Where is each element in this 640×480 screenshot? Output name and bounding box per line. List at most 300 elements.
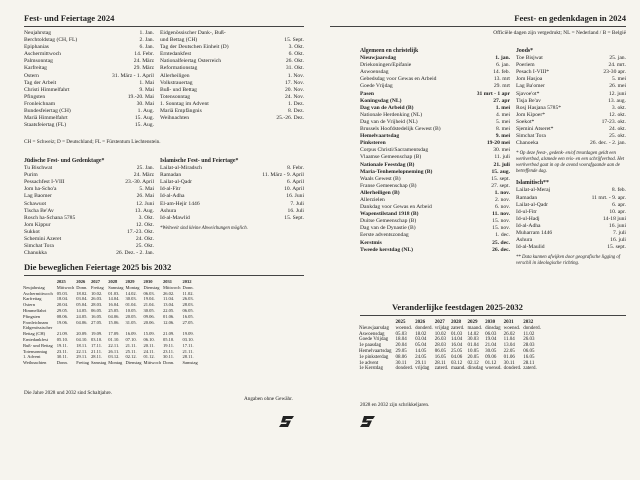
jewish-row-name: Pessachfest I-VIII	[24, 179, 65, 186]
christian-row-date: 11. nov.	[492, 211, 510, 218]
cell: 19.11.	[163, 342, 175, 348]
cell: dinsdag	[485, 325, 501, 331]
row-label: Fronleichnam	[23, 319, 48, 325]
cell: 28.03	[434, 343, 447, 349]
holiday-row-date: 14. Febr.	[134, 51, 154, 58]
holiday-row-name: und Bettag (CH)	[160, 37, 198, 44]
christian-row	[360, 204, 510, 211]
cell: 26.03.	[91, 296, 103, 302]
jewish-row-nl-date: 17-23. okt.	[601, 118, 626, 125]
holiday-row-date: 6. Jan.	[139, 44, 154, 51]
holiday-row-date: 31. März - 1. April	[112, 72, 154, 79]
holiday-row	[160, 30, 304, 37]
holiday-row-name: Volkstrauertag	[160, 79, 193, 86]
christian-row-name: Aswoensdag	[360, 69, 389, 76]
islamic-row-nl	[516, 216, 626, 223]
christian-row	[360, 169, 510, 176]
christian-row	[360, 154, 510, 161]
cell: 21.11.	[125, 342, 137, 348]
holiday-row-name: Mariä Empfängnis	[160, 108, 202, 115]
islamic-row-nl-date: 8. feb.	[611, 187, 626, 194]
year-header: 2025	[395, 320, 406, 325]
jewish-row-date: 12. Juni	[136, 200, 154, 207]
christian-row	[360, 247, 510, 254]
holiday-row-name: Epiphanias	[24, 44, 49, 51]
christian-row-name: Maria-Tenhemelopneming (B)	[360, 168, 433, 175]
cell: 25.11.	[125, 348, 137, 354]
cell: 19.09.	[91, 331, 103, 337]
cell: 22.11.	[76, 348, 88, 354]
cell: 27.05.	[182, 319, 194, 325]
row-label: Weihnachten	[23, 360, 47, 366]
year-header: 2032	[182, 279, 192, 284]
jewish-row-nl-date: 26. mei	[609, 83, 626, 90]
christian-row	[360, 62, 510, 69]
cell: 04.06.	[108, 313, 120, 319]
cell: 08.06.	[56, 313, 68, 319]
cell: Mittwoch	[143, 360, 161, 366]
jewish-row-nl-date: 3. okt.	[611, 104, 626, 111]
cell: 10.05	[467, 348, 479, 354]
christian-row-name: Driekoningen/Epifanie	[360, 62, 412, 69]
islamic-row-nl-name: Id-al-Adha	[516, 222, 541, 229]
row-label: 1. Advent	[23, 354, 41, 360]
jewish-row-nl-name: Rosj Hasjana 5785*	[516, 104, 562, 111]
holiday-row-date: 1. Jan.	[139, 30, 154, 36]
holiday-row-name: Tag der Deutschen Einheit (D)	[160, 44, 229, 51]
cell: 01.06.	[163, 313, 175, 319]
cell: Donn.	[56, 360, 68, 366]
cell: Dienstag	[143, 284, 160, 290]
christian-row	[360, 190, 510, 197]
cell: 11.04	[503, 337, 515, 343]
cell: 30.03	[467, 337, 479, 343]
cell: Mittwoch	[163, 284, 181, 290]
christian-row	[360, 69, 510, 76]
row-label: Totensonntag	[23, 348, 48, 354]
cell: 29.05	[395, 348, 407, 354]
christian-row	[360, 162, 510, 169]
jewish-heading: Jüdische Fest- und Gedenktage*	[24, 158, 105, 164]
cell: 21.09.	[163, 331, 175, 337]
jewish-row-date: 24. März	[133, 172, 154, 179]
islamic-row-nl-date: 6. apr.	[612, 201, 626, 208]
title-rule	[24, 26, 304, 27]
islamic-section	[160, 158, 304, 232]
cell: 21.04	[485, 343, 497, 349]
row-label: Aschermittwoch	[23, 290, 53, 296]
holiday-row-name: Tag der Arbeit	[24, 79, 57, 86]
christian-row-date: 29. mrt	[493, 83, 510, 90]
islamic-row-date: 8. Febr.	[287, 165, 304, 172]
islamic-row-nl-name: Ramadan	[516, 194, 538, 201]
islamic-row-name: Id-al-Fitr	[160, 186, 181, 193]
row-label: Erntedankfest	[23, 336, 48, 342]
cell: vrijdag	[415, 366, 430, 372]
jewish-row-nl	[516, 55, 626, 62]
row-label: Bettag (CH)	[23, 331, 46, 337]
holiday-row	[24, 51, 154, 58]
cell: 14.04.	[108, 296, 120, 302]
jewish-row-nl-date: 13. aug.	[608, 97, 626, 104]
row-label: 1e pinksterdag	[359, 354, 389, 360]
holiday-row-date: 6. Okt.	[288, 51, 304, 58]
christian-row	[360, 55, 510, 62]
jewish-row-date: 23.-30. April	[125, 179, 154, 186]
jewish-row	[24, 222, 154, 229]
movable-table	[22, 279, 199, 366]
jewish-row-date: 5. Mai	[139, 186, 154, 193]
cell: 05.04.	[76, 302, 88, 308]
cell: vrijdag	[434, 325, 449, 331]
islamic-row-date: 15. Sept.	[284, 214, 304, 221]
cell: 12.06.	[163, 319, 175, 325]
christian-row	[360, 183, 510, 190]
cell: Donn.	[163, 360, 175, 366]
islamic-row-nl	[516, 209, 626, 216]
cell: 29.11.	[76, 354, 88, 360]
cell: 24.11.	[143, 348, 155, 354]
cell: 20.11.	[143, 342, 155, 348]
christian-row-name: Nationale Feestdag (B)	[360, 161, 415, 168]
christian-row	[360, 232, 510, 239]
cell: 10.02	[434, 331, 447, 337]
cell: dinsdag	[467, 366, 484, 372]
christian-row-name: Gebedsdag voor Gewas en Arbeid	[360, 76, 437, 83]
variable-row	[358, 366, 542, 372]
jewish-row-nl-name: Lag Ba'omer	[516, 83, 545, 90]
christian-row-name: Koningsdag (NL)	[360, 97, 402, 104]
christian-row-date: 15. nov.	[492, 225, 510, 232]
holiday-row	[160, 101, 304, 108]
holiday-row	[160, 44, 304, 51]
holiday-row-date: 1. Dez.	[288, 100, 304, 107]
jewish-row-name: Tu Bischwat	[24, 165, 53, 172]
holiday-row-date	[301, 30, 304, 37]
variable-title: Veranderlijke feestdagen 2025-2032	[392, 302, 523, 312]
islamic-row-name: Id-al-Mawlid	[160, 214, 190, 221]
christian-row-date: 6. jan.	[496, 62, 510, 69]
cell: 25.05.	[108, 307, 120, 313]
year-header: 2027	[91, 279, 100, 284]
christian-row-date: 1. nov.	[494, 189, 510, 196]
jewish-row-nl	[516, 119, 626, 126]
cell: 20.06.	[143, 319, 155, 325]
jewish-section-nl	[516, 48, 626, 267]
cell: zaterd.	[523, 366, 537, 372]
cell: 28.03.	[182, 302, 194, 308]
holiday-row-date: 1. Mai	[139, 79, 154, 86]
christian-row-date: 26. dec.	[492, 246, 510, 253]
row-label: 1e advent	[359, 360, 379, 366]
cell: 28.11	[434, 360, 446, 366]
christian-row-date: 25. dec.	[492, 239, 510, 246]
islamic-row-nl-name: Id-ul-Hadj	[516, 215, 540, 222]
christian-row-name: Corpus Christi/Sacramentsdag	[360, 147, 429, 154]
cell: 04.06	[450, 354, 463, 360]
cell: 16.04.	[108, 302, 120, 308]
cell: 22.11.	[108, 342, 120, 348]
publisher-logo	[279, 416, 295, 427]
holiday-row-date: 17. Nov.	[284, 79, 304, 86]
holiday-row	[24, 122, 154, 129]
cell: 20.05.	[125, 313, 137, 319]
cell: Dienstag	[125, 360, 142, 366]
cell: donderd.	[415, 325, 433, 331]
jewish-row-nl	[516, 91, 626, 98]
cell: 26.03	[523, 337, 535, 343]
cell: 29.11	[415, 360, 427, 366]
cell: Freitag	[76, 360, 89, 366]
cell: 23.11.	[163, 348, 175, 354]
cell: 19.11.	[56, 342, 68, 348]
holiday-row	[160, 94, 304, 101]
jewish-row-nl	[516, 69, 626, 76]
cell: 26.03	[434, 337, 447, 343]
holiday-row	[24, 44, 154, 51]
christian-row	[360, 133, 510, 140]
jewish-row	[24, 172, 154, 179]
christian-row-date: 6. nov.	[494, 204, 510, 211]
cell: 06.05	[523, 348, 535, 354]
row-label: 1e paasdag	[359, 343, 382, 349]
cell: 07.10.	[125, 336, 137, 342]
islamic-row-nl-name: Id-al-Maulid	[516, 244, 545, 251]
islamic-row-nl	[516, 195, 626, 202]
christian-row-date: 11. juli	[494, 154, 510, 161]
leap-note: Die Jahre 2028 und 2032 sind Schaltjahre.	[24, 390, 113, 396]
holiday-row	[160, 65, 304, 72]
year-header: 2032	[523, 320, 534, 325]
cell: 16.05.	[182, 313, 194, 319]
cell: 21.11.	[91, 348, 103, 354]
leap-note-nl: 2028 en 2032 zijn schrikkeljaren.	[360, 402, 430, 408]
cell: 01.04.	[125, 302, 137, 308]
holiday-row-name: 1. Sonntag im Advent	[160, 100, 209, 107]
islamic-row-nl-name: Id-ul-Fitr	[516, 208, 537, 215]
cell: Montag	[108, 360, 123, 366]
german-holidays-col1	[24, 30, 154, 129]
holiday-row	[24, 73, 154, 80]
islamic-row-nl	[516, 237, 626, 244]
holiday-row-name: Berchtoldstag (CH, FL)	[24, 37, 78, 44]
cell: 10.05.	[125, 307, 137, 313]
holiday-row	[24, 58, 154, 65]
holiday-row-name: Staatsfeiertag (FL)	[24, 122, 67, 129]
cell: 26.02.	[163, 290, 175, 296]
cell: 01.10.	[108, 336, 120, 342]
holiday-row	[24, 115, 154, 122]
jewish-row-name: Lag Baomer	[24, 193, 52, 200]
subtitle-nl: Officiële dagen zijn vetgedrukt; NL = Nederland / B = België	[493, 30, 626, 36]
jewish-row-name: Jom ha-Scho'a	[24, 186, 57, 193]
jewish-row-nl-name: Sjemini Atseret*	[516, 126, 554, 133]
islamic-list	[160, 165, 304, 222]
cell: 11.04.	[163, 296, 175, 302]
christian-row-name: Allerzielen	[360, 196, 385, 203]
cell: 16.04	[450, 343, 463, 349]
jewish-row	[24, 208, 154, 215]
islamic-row-name: Ramadan	[160, 172, 182, 179]
jewish-row-nl-name: Pesach I-VIII*	[516, 69, 550, 76]
holiday-row-date: 8. Dez.	[288, 108, 304, 115]
christian-row-name: Dag van de Vrijheid (NL)	[360, 118, 418, 125]
cell: 18.04.	[56, 296, 68, 302]
jewish-row-date: 17.-23. Okt.	[126, 228, 154, 235]
christian-heading: Algemeen en christelijk	[360, 48, 419, 54]
jewish-row-nl	[516, 140, 626, 147]
islamic-row-nl-date: 15. sept.	[607, 244, 626, 251]
jewish-row-name: Rosch ha-Schana 5785	[24, 214, 76, 221]
christian-row	[360, 218, 510, 225]
christian-row-name: Nationale Herdenking (NL)	[360, 111, 423, 118]
islamic-row-nl-name: Lailat-al-Meraj	[516, 187, 551, 194]
holiday-row-date: 3. Okt.	[288, 44, 304, 51]
christian-row-name: Duitse Gemeenschap (B)	[360, 218, 417, 225]
christian-row	[360, 140, 510, 147]
jewish-row-nl-date: 25. jan.	[609, 55, 626, 62]
german-holidays-col2	[160, 30, 304, 122]
year-header: 2028	[450, 320, 461, 325]
holiday-row-name: Erntedankfest	[160, 51, 192, 58]
cell: 01.03.	[108, 290, 120, 296]
cell: 01.04	[467, 343, 479, 349]
holiday-row-name: Buß- und Bettag	[160, 86, 197, 93]
christian-row-name: Pinksteren	[360, 140, 386, 147]
christian-row-date: 19-20 mei	[486, 140, 510, 147]
jewish-list-nl	[516, 55, 626, 147]
holiday-row-name: Neujahrstag	[24, 30, 52, 36]
holiday-row-date: 15. Aug.	[134, 115, 154, 122]
holiday-row	[24, 101, 154, 108]
islamic-row	[160, 201, 304, 208]
christian-row-date: 2. nov.	[494, 196, 510, 203]
cell: 13.04	[503, 343, 515, 349]
christian-row-name: Waals Gewest (B)	[360, 175, 401, 182]
christian-row	[360, 176, 510, 183]
cell: 21.11.	[182, 348, 194, 354]
disclaimer: Angaben ohne Gewähr.	[244, 396, 293, 402]
holiday-row	[160, 37, 304, 44]
right-page	[320, 0, 640, 480]
cell: 17.09.	[108, 331, 120, 337]
holiday-row	[160, 80, 304, 87]
islamic-list-nl	[516, 187, 626, 251]
islamic-row-nl-name: Lailat-al-Qadr	[516, 201, 548, 208]
jewish-row-nl-date: 23-30 apr.	[603, 69, 626, 76]
jewish-row-name: Sukkot	[24, 228, 40, 235]
cell: 02.12	[467, 360, 479, 366]
jewish-row-date: 24. Okt.	[135, 236, 154, 243]
holiday-row-name: Palmsonntag	[24, 58, 53, 65]
christian-row-date: 21. juli	[493, 161, 510, 168]
islamic-row-nl	[516, 187, 626, 194]
cell: donderd.	[523, 325, 541, 331]
christian-row	[360, 240, 510, 247]
cell: 30.03.	[125, 296, 137, 302]
cell: 28.11.	[91, 354, 103, 360]
holiday-row-name: Weihnachten	[160, 115, 190, 122]
cell: 14.05.	[76, 307, 88, 313]
cell: 31.05.	[125, 319, 137, 325]
holiday-row-date: 24. März	[133, 58, 154, 65]
holiday-row-date: 24. Nov.	[284, 93, 304, 100]
jewish-row-nl-date: 5. mei	[612, 76, 626, 83]
jewish-heading-nl: Joods*	[516, 48, 534, 54]
christian-row-name: Tweede kerstdag (NL)	[360, 246, 414, 253]
christian-row-name: Franse Gemeenschap (B)	[360, 182, 417, 189]
holiday-row-date: 31. Okt.	[285, 65, 304, 72]
holiday-row	[24, 37, 154, 44]
cell: 13.04.	[163, 302, 175, 308]
cell: 26.02	[503, 331, 515, 337]
jewish-row-nl-date: 25. okt.	[609, 133, 626, 140]
cell: 14.04	[450, 337, 463, 343]
holiday-row-date: 20. Nov.	[284, 86, 304, 93]
jewish-row-nl	[516, 126, 626, 133]
christian-row-date: 15. aug.	[491, 168, 510, 175]
christian-row-name: Dag van de Arbeid (B)	[360, 104, 414, 111]
cell: 20.05	[467, 354, 479, 360]
page-title: Fest- und Feiertage 2024	[24, 13, 115, 23]
islamic-row-name: El-am-Hejir 1446	[160, 200, 200, 207]
jewish-row-date: 25. Okt.	[135, 243, 154, 250]
cell: 11.02	[523, 331, 535, 337]
islamic-row	[160, 215, 304, 222]
cell: 03.04.	[76, 296, 88, 302]
cell: 26.03.	[182, 296, 194, 302]
cell: 28.11	[523, 360, 535, 366]
title-rule-nl	[330, 26, 626, 27]
christian-row	[360, 197, 510, 204]
holiday-row	[24, 65, 154, 72]
holiday-row	[24, 94, 154, 101]
islamic-row	[160, 186, 304, 193]
publisher-logo-nl	[360, 416, 376, 427]
cell: 01.12	[485, 360, 497, 366]
cell: 27.05.	[91, 319, 103, 325]
cell: 21.09.	[56, 331, 68, 337]
islamic-row-nl-date: 10. apr.	[609, 208, 626, 215]
movable-row	[22, 360, 199, 366]
cell: 01.03	[450, 331, 463, 337]
cell: 05.10.	[56, 336, 68, 342]
holiday-row-date: 30. Mai	[136, 100, 154, 107]
jewish-row	[24, 186, 154, 193]
cell: 18.11.	[76, 342, 88, 348]
jewish-row-date: 26. Dez. - 2. Jan.	[116, 250, 154, 257]
jewish-row	[24, 236, 154, 243]
holiday-row-name: Pfingsten	[24, 93, 46, 100]
christian-row	[360, 211, 510, 218]
cell: 20.04.	[56, 302, 68, 308]
year-header: 2030	[143, 279, 153, 284]
christian-row	[360, 112, 510, 119]
cell: 14.02.	[125, 290, 137, 296]
christian-row	[360, 225, 510, 232]
cell: zaterd.	[450, 325, 465, 331]
jewish-row-date: 13. Aug.	[134, 207, 154, 214]
christian-row-name: Eerste adventszondag	[360, 232, 409, 239]
cell: 16.09.	[125, 331, 137, 337]
christian-row-name: Allerheiligen (B)	[360, 189, 400, 196]
holiday-row-name: Christi Himmelfahrt	[24, 86, 70, 93]
islamic-row-date: 7. Juli	[290, 200, 304, 207]
jewish-row	[24, 250, 154, 257]
jewish-row-nl-name: Simchat Tora	[516, 133, 546, 140]
christian-row	[360, 83, 510, 90]
jewish-row-nl-date: 12. okt.	[609, 111, 626, 118]
